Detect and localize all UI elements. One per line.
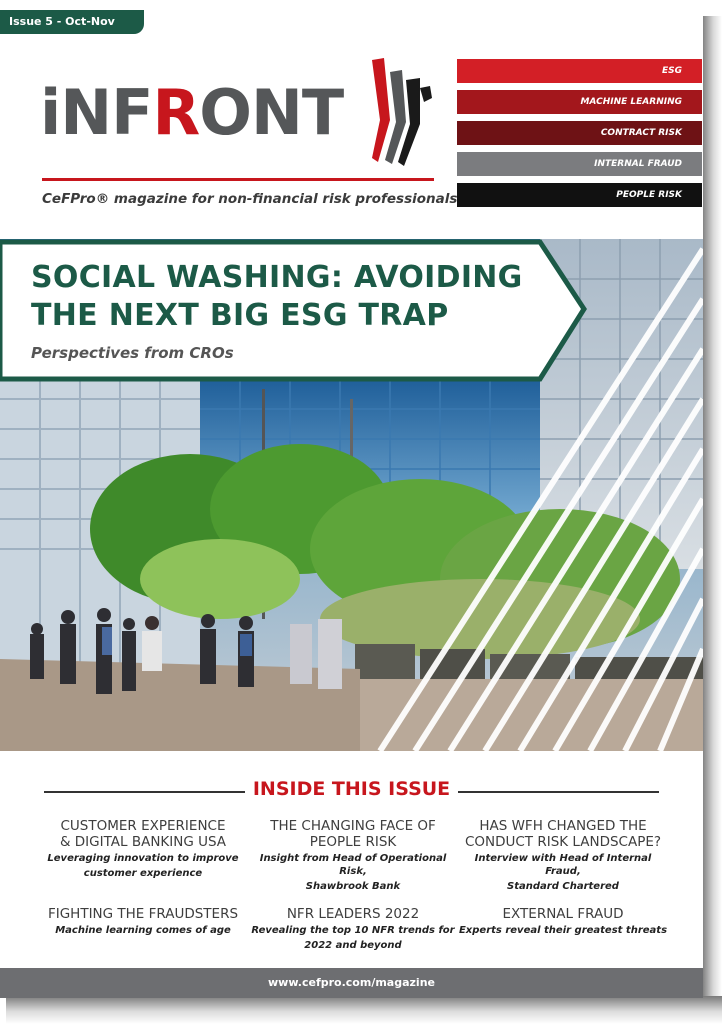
- logo-part-2: R: [152, 76, 200, 149]
- article-subtitle: Leveraging innovation to improve: [47, 853, 239, 864]
- article-subtitle: Insight from Head of Operational Risk,: [259, 853, 447, 877]
- topic-bar[interactable]: PEOPLE RISK: [457, 183, 702, 207]
- logo-part-1: iNF: [40, 76, 153, 149]
- article-title: & DIGITAL BANKING USA: [59, 834, 227, 850]
- article-title: THE CHANGING FACE OF: [270, 818, 436, 834]
- article-title: NFR LEADERS 2022: [286, 906, 420, 922]
- inside-this-issue-heading: [0, 778, 703, 800]
- headline-line-2: THE NEXT BIG ESG TRAP: [31, 298, 449, 333]
- article-title: CUSTOMER EXPERIENCE: [60, 818, 226, 834]
- topic-bar[interactable]: MACHINE LEARNING: [457, 90, 702, 114]
- article-title: EXTERNAL FRAUD: [502, 906, 624, 922]
- article-subtitle: 2022 and beyond: [304, 940, 402, 951]
- topic-bar[interactable]: INTERNAL FRAUD: [457, 152, 702, 176]
- logo-underline: [42, 178, 434, 181]
- inside-this-issue-title: INSIDE THIS ISSUE: [245, 778, 458, 800]
- topic-list: [457, 59, 702, 214]
- article-title: CONDUCT RISK LANDSCAPE?: [464, 834, 662, 850]
- article-subtitle: Machine learning comes of age: [55, 925, 231, 936]
- article-subtitle: Revealing the top 10 NFR trends for: [251, 925, 455, 936]
- topic-bar[interactable]: CONTRACT RISK: [457, 121, 702, 145]
- article-title: PEOPLE RISK: [309, 834, 397, 850]
- article-subtitle: Experts reveal their greatest threats: [458, 925, 668, 936]
- issue-label: Issue 5 - Oct-Nov 2022: [0, 10, 144, 34]
- tagline: CeFPro® magazine for non-financial risk professionals: [42, 191, 458, 207]
- page-shadow-bottom: [6, 996, 722, 1024]
- article-subtitle: customer experience: [83, 868, 203, 879]
- footer-url[interactable]: www.cefpro.com/magazine: [0, 968, 703, 998]
- topic-bar[interactable]: ESG: [457, 59, 702, 83]
- article-teaser[interactable]: [458, 906, 668, 937]
- article-teaser[interactable]: [248, 818, 458, 893]
- article-teaser[interactable]: [38, 818, 248, 880]
- article-subtitle: Standard Chartered: [507, 881, 619, 892]
- headline-line-1: SOCIAL WASHING: AVOIDING: [31, 260, 523, 295]
- article-title: HAS WFH CHANGED THE: [479, 818, 647, 834]
- logo-chevron-icon: [368, 58, 438, 168]
- article-teaser[interactable]: [248, 906, 458, 952]
- decorative-stripes: [360, 239, 703, 751]
- article-teaser[interactable]: [38, 906, 248, 937]
- page-shadow-right: [700, 16, 722, 1002]
- article-subtitle: Interview with Head of Internal Fraud,: [474, 853, 652, 877]
- cover-subheadline: Perspectives from CROs: [31, 344, 234, 362]
- logo-part-3: ONT: [199, 76, 344, 149]
- article-teaser[interactable]: [458, 818, 668, 893]
- article-title: FIGHTING THE FRAUDSTERS: [47, 906, 239, 922]
- masthead-logo: [40, 76, 344, 149]
- article-subtitle: Shawbrook Bank: [305, 881, 401, 892]
